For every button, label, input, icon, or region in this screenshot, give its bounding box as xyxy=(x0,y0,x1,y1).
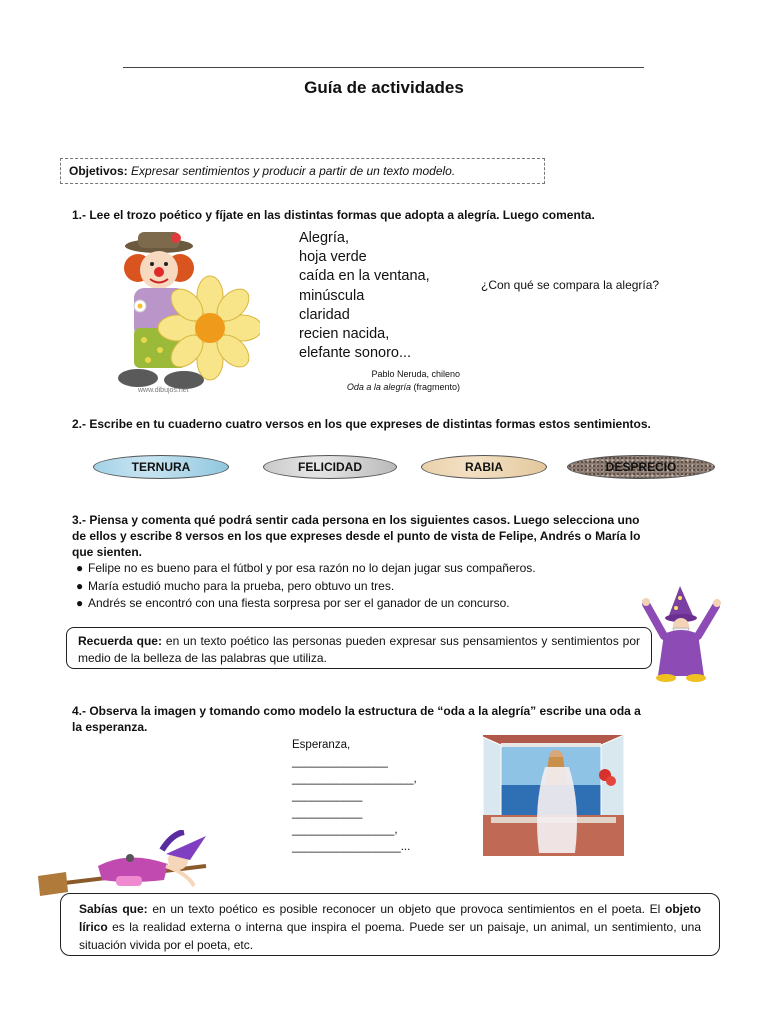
poem-line: hoja verde xyxy=(299,249,367,266)
poem-author: Pablo Neruda, chileno xyxy=(371,369,460,379)
bullet-icon: ● xyxy=(76,596,84,610)
feeling-rabia: RABIA xyxy=(421,455,547,479)
bullet-icon: ● xyxy=(76,561,84,575)
list-item xyxy=(76,560,536,578)
clown-with-flower-image xyxy=(108,228,260,400)
cases-list xyxy=(76,560,536,613)
activity4-instruction-line: 4.- Observa la imagen y tomando como modelo la estructura de “oda a la alegría” escribe una oda a xyxy=(72,704,641,718)
activity3-instruction-line: que sienten. xyxy=(72,545,143,559)
activity1-instruction: 1.- Lee el trozo poético y fíjate en las distintas formas que adopta a alegría. Luego comenta. xyxy=(72,208,595,222)
poem xyxy=(299,229,430,363)
feeling-ternura: TERNURA xyxy=(93,455,229,479)
poem-work-note: (fragmento) xyxy=(413,381,460,392)
activity1-question: ¿Con qué se compara la alegría? xyxy=(481,278,660,292)
wizard-image xyxy=(640,584,724,684)
case-text: Felipe no es bueno para el fútbol y por esa razón no lo dejan jugar sus compañeros. xyxy=(88,561,536,575)
ode-line: _______________ xyxy=(292,756,388,768)
poem-line: Alegría, xyxy=(299,230,349,246)
feeling-felicidad: FELICIDAD xyxy=(263,455,397,479)
poem-line: caída en la ventana, xyxy=(299,268,430,285)
header-rule xyxy=(123,67,644,68)
did-you-know-label: Sabías que: xyxy=(79,902,148,916)
objectives-text: Expresar sentimientos y producir a partir de un texto modelo. xyxy=(131,164,456,178)
ode-line: ___________ xyxy=(292,790,363,802)
did-you-know-text-2: es la realidad externa o interna que inspira el poema. Puede ser un paisaje, un animal, un sentimiento, una situación vivida por el poeta, etc. xyxy=(79,920,701,952)
activity3-instruction-line: de ellos y escribe 8 versos en los que expreses desde el punto de vista de Felipe, Andrés o María lo xyxy=(72,529,641,543)
did-you-know-text-1: en un texto poético es posible reconocer un objeto que provoca sentimientos en el poeta. El xyxy=(152,902,661,916)
ode-template xyxy=(292,737,417,856)
list-item xyxy=(76,595,536,613)
did-you-know-box xyxy=(60,893,720,956)
activity4-instruction-line: la esperanza. xyxy=(72,720,148,734)
ode-line: Esperanza, xyxy=(292,739,351,751)
case-text: María estudió mucho para la prueba, pero obtuvo un tres. xyxy=(88,578,395,593)
remember-text: en un texto poético las personas pueden expresar sus pensamientos y sentimientos por medio de la belleza de las palabras que utiliza. xyxy=(78,634,640,665)
activity4-instruction xyxy=(72,703,641,735)
poem-line: recien nacida, xyxy=(299,326,390,343)
ode-line: _________________... xyxy=(292,841,411,853)
poem-attribution xyxy=(300,368,460,393)
page-title: Guía de actividades xyxy=(304,78,464,97)
feeling-desprecio: DESPRECIO xyxy=(567,455,715,479)
poem-work-title: Oda a la alegría xyxy=(346,381,411,392)
list-item xyxy=(76,578,536,596)
witch-on-broom-image xyxy=(38,830,210,898)
bullet-icon: ● xyxy=(76,578,84,593)
ode-line: ___________ xyxy=(292,807,363,819)
woman-at-window-painting xyxy=(483,735,624,856)
ode-line: ________________, xyxy=(292,824,398,836)
objectives-label: Objetivos: xyxy=(69,164,128,178)
case-text: Andrés se encontró con una fiesta sorpresa por ser el ganador de un concurso. xyxy=(88,596,510,610)
image-watermark: www.dibujos.net xyxy=(138,387,189,394)
poem-line: elefante sonoro... xyxy=(299,345,412,362)
activity3-instruction xyxy=(72,512,640,560)
lyric-object-term: objeto lírico xyxy=(79,902,701,934)
activity3-instruction-line: 3.- Piensa y comenta qué podrá sentir cada persona en los siguientes casos. Luego selecciona uno xyxy=(72,513,640,527)
poem-line: claridad xyxy=(299,306,350,323)
objectives-box xyxy=(60,158,545,184)
ode-line: ___________________, xyxy=(292,773,417,785)
activity2-instruction: 2.- Escribe en tu cuaderno cuatro versos en los que expreses de distintas formas estos sentimientos. xyxy=(72,417,651,431)
poem-line: minúscula xyxy=(299,287,365,304)
remember-label: Recuerda que: xyxy=(78,634,162,648)
remember-box xyxy=(66,627,652,669)
